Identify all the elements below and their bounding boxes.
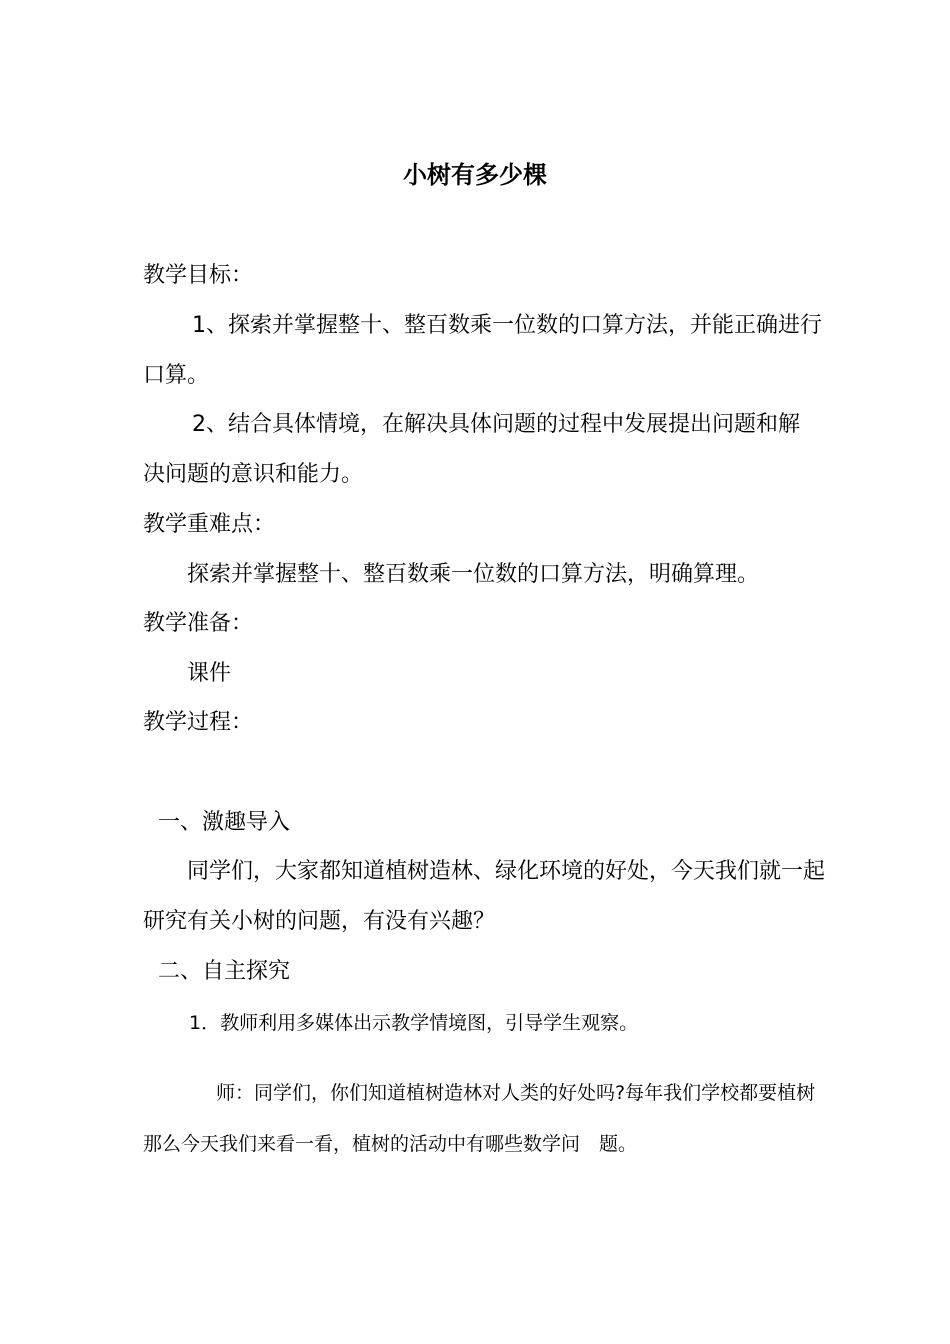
process-heading: 教学过程： (143, 710, 254, 735)
objectives-heading: 教学目标： (143, 263, 254, 288)
key-points-heading: 教学重难点： (143, 512, 276, 537)
preparation-heading: 教学准备： (143, 611, 254, 636)
teacher-line-1: 师：同学们，你们知道植树造林对人类的好处吗?每年我们学校都要植树 (216, 1082, 816, 1104)
objective-1-line-1: 1、探索并掌握整十、整百数乘一位数的口算方法，并能正确进行 (192, 313, 822, 338)
document-title: 小树有多少棵 (403, 161, 547, 189)
key-points-text: 探索并掌握整十、整百数乘一位数的口算方法，明确算理。 (187, 562, 760, 587)
section-2-heading: 二、自主探究 (158, 959, 291, 984)
step-1-text: 1．教师利用多媒体出示教学情境图，引导学生观察。 (189, 1012, 639, 1034)
preparation-text: 课件 (187, 661, 232, 686)
objective-1-line-2: 口算。 (143, 363, 210, 388)
teacher-line-2: 那么今天我们来看一看，植树的活动中有哪些数学问 题。 (143, 1133, 638, 1155)
section-1-line-1: 同学们，大家都知道植树造林、绿化环境的好处，今天我们就一起 (187, 859, 826, 884)
section-1-line-2: 研究有关小树的问题，有没有兴趣？ (143, 909, 496, 934)
objective-2-line-2: 决问题的意识和能力。 (143, 462, 364, 487)
objective-2-line-1: 2、结合具体情境，在解决具体问题的过程中发展提出问题和解 (192, 412, 800, 437)
section-1-heading: 一、激趣导入 (158, 810, 291, 835)
